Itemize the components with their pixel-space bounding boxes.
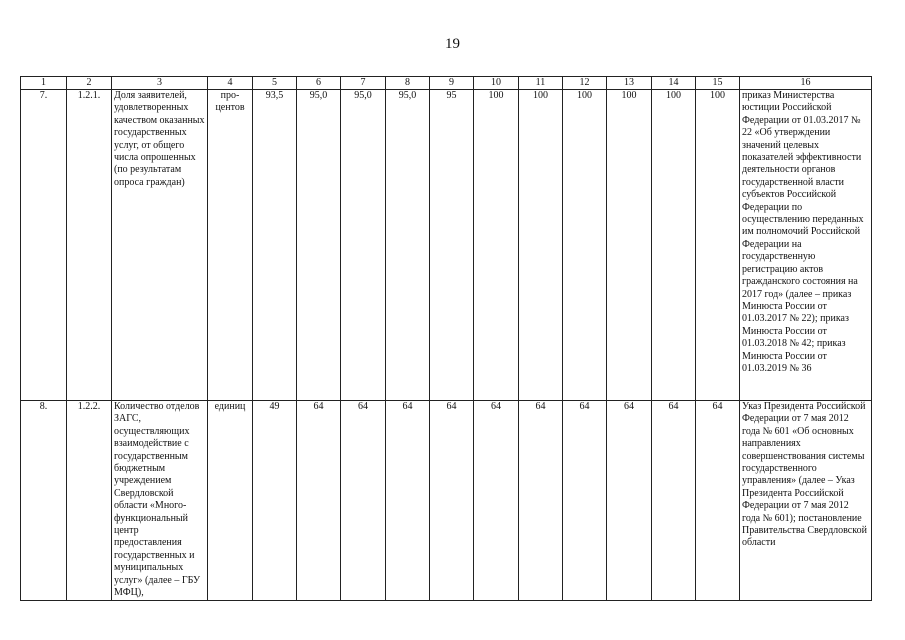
value-cell: 64 [519, 401, 563, 601]
value-cell: 64 [297, 401, 341, 601]
column-header: 11 [519, 77, 563, 90]
column-header: 16 [740, 77, 872, 90]
value-cell: 100 [696, 90, 740, 401]
column-header: 10 [474, 77, 519, 90]
value-cell: 95 [430, 90, 474, 401]
value-cell: 64 [386, 401, 430, 601]
value-cell: 64 [563, 401, 607, 601]
column-header: 4 [208, 77, 253, 90]
indicators-table [20, 76, 872, 601]
source-document: приказ Министерства юстиции Российской Федерации от 01.03.2017 № 22 «Об утверждении значений целевых показателей эффективности деятельности органов государственной власти субъектов Российской Федерации по осуществлению переданных им полномочий Российской Федерации на государственную регистрацию актов гражданского состояния на 2017 год» (далее – приказ Минюста России от 01.03.2017 № 22); приказ Минюста России от 01.03.2018 № 42; приказ Минюста России от 01.03.2019 № 36 [740, 90, 872, 401]
indicator-name: Доля заявителей, удовлетворенных качеством оказанных государственных услуг, от общего числа опрошенных (по результатам опроса граждан) [112, 90, 208, 401]
column-header: 8 [386, 77, 430, 90]
column-header: 9 [430, 77, 474, 90]
column-header: 7 [341, 77, 386, 90]
unit: единиц [208, 401, 253, 601]
value-cell: 100 [563, 90, 607, 401]
indicator-name: Количество отделов ЗАГС, осуществляющих взаимодействие с государственным бюджетным учреждением Свердловской области «Много-функциональный центр предоставления государственных и муниципальных услуг» (далее – ГБУ МФЦ), [112, 401, 208, 601]
column-header: 6 [297, 77, 341, 90]
value-cell: 64 [696, 401, 740, 601]
value-cell: 95,0 [341, 90, 386, 401]
row-code: 1.2.2. [67, 401, 112, 601]
source-document: Указ Президента Российской Федерации от 7 мая 2012 года № 601 «Об основных направлениях совершенствования системы государственного управления» (далее – Указ Президента Российской Федерации от 7 мая 2012 года № 601); постановление Правительства Свердловской области [740, 401, 872, 601]
column-header: 12 [563, 77, 607, 90]
row-code: 1.2.1. [67, 90, 112, 401]
column-header: 2 [67, 77, 112, 90]
table-row [21, 90, 872, 401]
table-header-row [21, 77, 872, 90]
unit: про-центов [208, 90, 253, 401]
value-cell: 64 [607, 401, 652, 601]
value-cell: 49 [253, 401, 297, 601]
column-header: 3 [112, 77, 208, 90]
value-cell: 64 [474, 401, 519, 601]
value-cell: 95,0 [297, 90, 341, 401]
value-cell: 100 [519, 90, 563, 401]
value-cell: 100 [607, 90, 652, 401]
value-cell: 64 [430, 401, 474, 601]
value-cell: 93,5 [253, 90, 297, 401]
value-cell: 64 [341, 401, 386, 601]
column-header: 15 [696, 77, 740, 90]
column-header: 13 [607, 77, 652, 90]
page-number: 19 [445, 36, 460, 52]
value-cell: 64 [652, 401, 696, 601]
value-cell: 95,0 [386, 90, 430, 401]
row-number: 8. [21, 401, 67, 601]
row-number: 7. [21, 90, 67, 401]
column-header: 5 [253, 77, 297, 90]
value-cell: 100 [652, 90, 696, 401]
value-cell: 100 [474, 90, 519, 401]
column-header: 14 [652, 77, 696, 90]
table-row [21, 401, 872, 601]
column-header: 1 [21, 77, 67, 90]
